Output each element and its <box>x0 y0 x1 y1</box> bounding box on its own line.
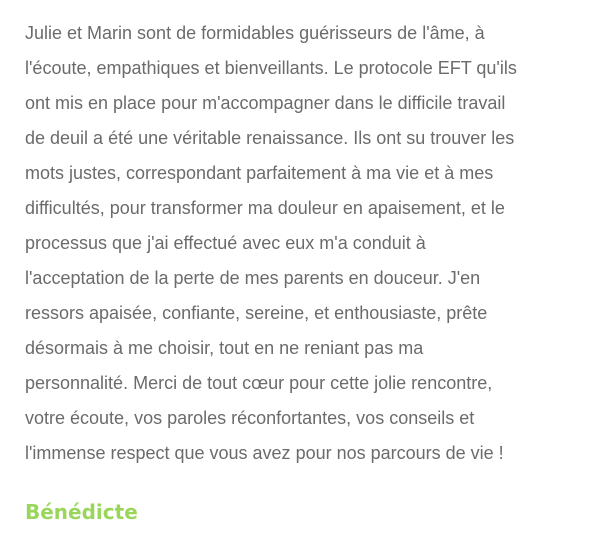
quote-line-1: Julie et Marin sont de formidables guérisseurs de l'âme, à <box>25 23 485 43</box>
quote-line-6: difficultés, pour transformer ma douleur en apaisement, et le <box>25 198 505 218</box>
testimonial-quote <box>25 16 585 471</box>
quote-line-13: l'immense respect que vous avez pour nos parcours de vie ! <box>25 443 504 463</box>
quote-line-11: personnalité. Merci de tout cœur pour cette jolie rencontre, <box>25 373 493 393</box>
quote-line-4: de deuil a été une véritable renaissance. Ils ont su trouver les <box>25 128 515 148</box>
testimonial-author: Bénédicte <box>25 500 138 524</box>
quote-line-8: l'acceptation de la perte de mes parents en douceur. J'en <box>25 268 481 288</box>
quote-line-12: votre écoute, vos paroles réconfortantes, vos conseils et <box>25 408 475 428</box>
quote-line-2: l'écoute, empathiques et bienveillants. Le protocole EFT qu'ils <box>25 58 517 78</box>
quote-line-7: processus que j'ai effectué avec eux m'a conduit à <box>25 233 426 253</box>
quote-line-3: ont mis en place pour m'accompagner dans le difficile travail <box>25 93 506 113</box>
quote-line-5: mots justes, correspondant parfaitement à ma vie et à mes <box>25 163 494 183</box>
quote-line-10: désormais à me choisir, tout en ne reniant pas ma <box>25 338 424 358</box>
quote-line-9: ressors apaisée, confiante, sereine, et enthousiaste, prête <box>25 303 488 323</box>
